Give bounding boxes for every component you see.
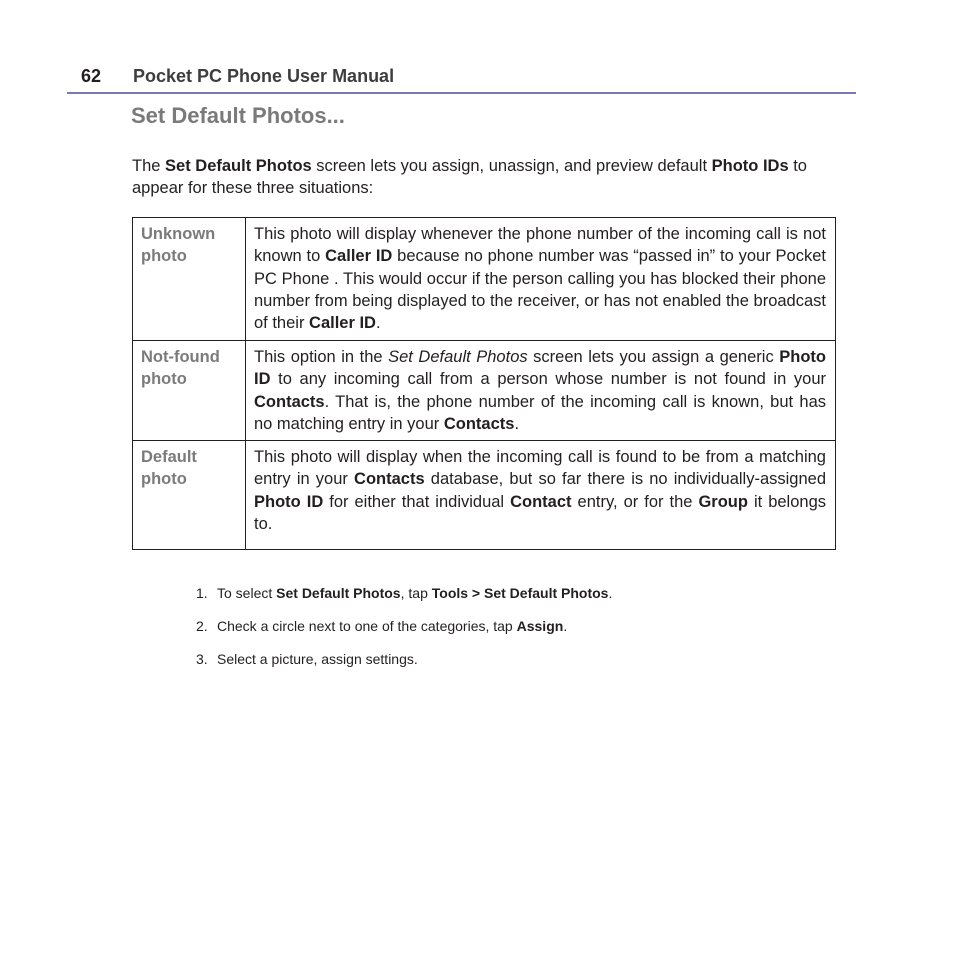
section-title: Set Default Photos... xyxy=(131,103,345,128)
description-default-photo: This photo will display when the incoming call is found to be from a matching entry in your Contacts database, but so far there is no individually-assigned Photo ID for either that individual Contact entry, or for the Group it belongs to. xyxy=(246,441,836,550)
table-row xyxy=(133,218,836,341)
list-item: 3. Select a picture, assign settings. xyxy=(196,651,418,667)
intro-paragraph: The Set Default Photos screen lets you assign, unassign, and preview default Photo IDs to appear for these three situations: xyxy=(132,157,807,197)
manual-title: Pocket PC Phone User Manual xyxy=(133,66,395,86)
photo-types-table xyxy=(132,217,836,550)
term-not-found-photo: Not-found photo xyxy=(133,341,246,441)
term-default-photo: Default photo xyxy=(133,441,246,550)
table-row xyxy=(133,441,836,550)
page-number: 62 xyxy=(81,66,102,86)
page-header xyxy=(67,64,856,94)
table-row xyxy=(133,341,836,441)
list-item: 1. To select Set Default Photos, tap Tools > Set Default Photos. xyxy=(196,585,613,601)
description-unknown-photo: This photo will display whenever the phone number of the incoming call is not known to Caller ID because no phone number was “passed in” to your Pocket PC Phone . This would occur if the person calling you has blocked their phone number from being displayed to the receiver, or has not enabled the broadcast of their Caller ID. xyxy=(246,218,836,341)
term-unknown-photo: Unknown photo xyxy=(133,218,246,341)
steps-list xyxy=(196,582,612,681)
list-item: 2. Check a circle next to one of the categories, tap Assign. xyxy=(196,618,568,634)
description-not-found-photo: This option in the Set Default Photos screen lets you assign a generic Photo ID to any incoming call from a person whose number is not found in your Contacts. That is, the phone number of the incoming call is known, but has no matching entry in your Contacts. xyxy=(246,341,836,441)
